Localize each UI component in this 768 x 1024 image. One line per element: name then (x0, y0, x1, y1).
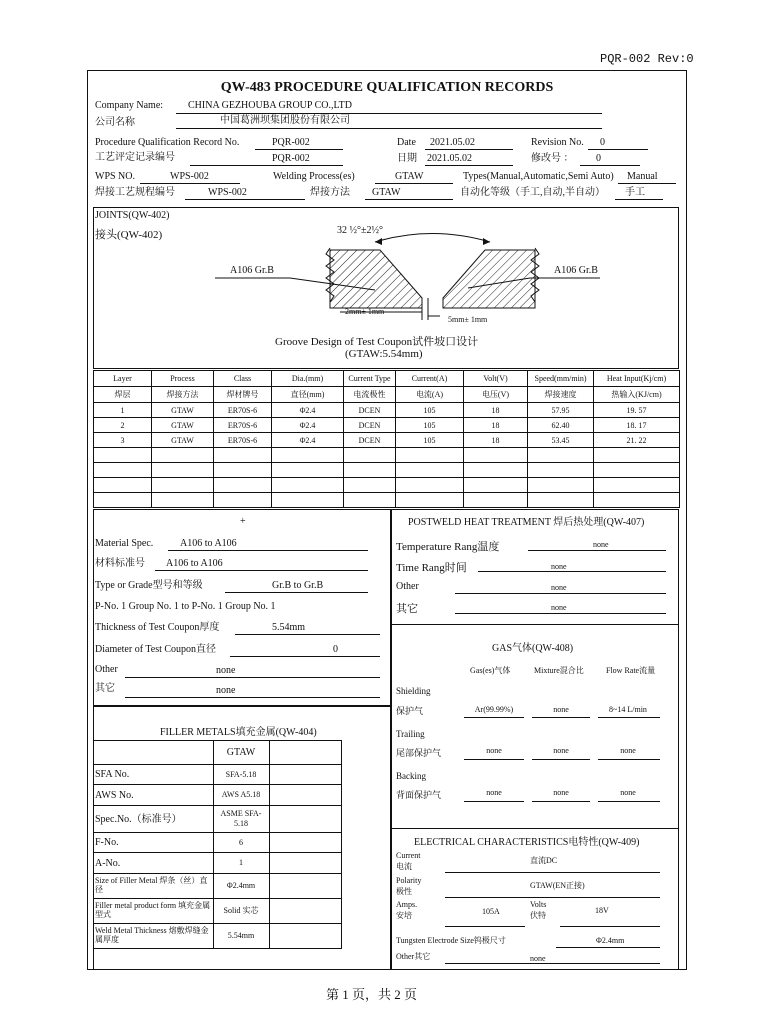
groove-caption: Groove Design of Test Coupon试件坡口设计 (275, 336, 479, 348)
joints-label: JOINTS(QW-402) (95, 210, 170, 221)
table-row (93, 874, 341, 899)
diameter-value: 0 (333, 644, 338, 655)
pqr-label: Procedure Qualification Record No. (95, 137, 240, 148)
table-row (93, 785, 341, 806)
table-cell: 18 (464, 403, 528, 418)
table-cell (594, 478, 680, 493)
table-cell (94, 463, 152, 478)
revision-label: Revision No. (531, 137, 584, 148)
layer-table (93, 370, 680, 508)
amps-value: 105A (482, 907, 500, 916)
table-cell: ER70S-6 (214, 418, 272, 433)
table-row (94, 371, 680, 387)
table-cell: 19. 57 (594, 403, 680, 418)
table-cell: Process (152, 371, 214, 387)
table-cell: ER70S-6 (214, 403, 272, 418)
table-cell: 21. 22 (594, 433, 680, 448)
time-value: none (551, 562, 567, 571)
table-row (94, 493, 680, 508)
current-label-cn: 电流 (396, 862, 412, 871)
right-material-label: A106 Gr.B (554, 265, 598, 276)
amps-label-cn: 安培 (396, 911, 412, 920)
table-cell (269, 765, 341, 785)
electrical-other-value: none (530, 954, 546, 963)
table-cell: ER70S-6 (214, 433, 272, 448)
table-cell (396, 478, 464, 493)
table-cell (396, 493, 464, 508)
root-gap-dim: 5mm± 1mm (448, 315, 488, 324)
shielding-label-cn: 保护气 (396, 706, 424, 716)
amps-label: Amps. (396, 900, 418, 909)
table-cell (152, 448, 214, 463)
table-cell (94, 478, 152, 493)
table-cell: Φ2.4 (272, 418, 344, 433)
tungsten-value: Φ2.4mm (596, 936, 625, 945)
volts-value: 18V (595, 906, 609, 915)
revision-label-cn: 修改号 ： (531, 153, 574, 164)
filler-label: Weld Metal Thickness 熔敷焊缝金属厚度 (93, 924, 213, 949)
table-row (93, 833, 341, 853)
table-cell: 62.40 (528, 418, 594, 433)
table-row (94, 387, 680, 403)
trailing-gas: none (486, 746, 502, 755)
backing-mixture: none (553, 788, 569, 797)
thickness-label: Thickness of Test Coupon厚度 (95, 622, 220, 633)
table-cell: 1 (94, 403, 152, 418)
trailing-label-cn: 尾部保护气 (396, 748, 442, 758)
pwht-other-value: none (551, 583, 567, 592)
company-value: CHINA GEZHOUBA GROUP CO.,LTD (188, 100, 352, 111)
tungsten-label: Tungsten Electrode Size钨极尺寸 (396, 936, 506, 945)
date-label-cn: 日期 (397, 153, 417, 164)
revision-value-cn: 0 (596, 153, 601, 164)
material-spec-value-cn: A106 to A106 (166, 558, 223, 569)
polarity-label-cn: 极性 (396, 887, 412, 896)
backing-gas: none (486, 788, 502, 797)
gas-col-mixture: Mixture混合比 (534, 666, 584, 675)
table-cell (272, 478, 344, 493)
material-other-value-cn: none (216, 685, 236, 696)
table-cell: GTAW (152, 418, 214, 433)
table-cell: 105 (396, 403, 464, 418)
table-cell: Current Type (344, 371, 396, 387)
table-cell: 直径(mm) (272, 387, 344, 403)
table-cell (396, 448, 464, 463)
table-row (94, 478, 680, 493)
table-cell (528, 448, 594, 463)
pno-line: P-No. 1 Group No. 1 to P-No. 1 Group No. 1 (95, 601, 276, 612)
table-cell: Φ2.4 (272, 433, 344, 448)
left-material-label: A106 Gr.B (230, 265, 274, 276)
filler-value: SFA-5.18 (213, 765, 269, 785)
table-row (93, 899, 341, 924)
table-cell (269, 806, 341, 833)
trailing-flow: none (620, 746, 636, 755)
table-row (94, 448, 680, 463)
page-number: 第 1 页，共 2 页 (326, 987, 418, 1002)
table-cell: Volt(V) (464, 371, 528, 387)
table-row (93, 924, 341, 949)
table-cell: Class (214, 371, 272, 387)
pwht-title: POSTWELD HEAT TREATMENT 焊后热处理(QW-407) (408, 517, 645, 528)
table-row (93, 853, 341, 874)
joints-label-cn: 接头(QW-402) (95, 229, 163, 241)
table-cell (269, 741, 341, 765)
electrical-title: ELECTRICAL CHARACTERISTICS电特性(QW-409) (414, 837, 640, 848)
table-cell (152, 478, 214, 493)
polarity-value: GTAW(EN正接) (530, 881, 585, 890)
pqr-value: PQR-002 (272, 137, 310, 148)
process-value-cn: GTAW (372, 187, 401, 198)
table-cell (94, 493, 152, 508)
temp-label: Temperature Rang温度 (396, 541, 500, 553)
table-row (94, 463, 680, 478)
wps-value: WPS-002 (170, 171, 209, 182)
pwht-other-label-cn: 其它 (396, 603, 418, 615)
backing-label-cn: 背面保护气 (396, 790, 442, 800)
pwht-other-value-cn: none (551, 603, 567, 612)
filler-value: Φ2.4mm (213, 874, 269, 899)
table-cell (528, 463, 594, 478)
table-cell: 3 (94, 433, 152, 448)
table-cell (214, 493, 272, 508)
table-cell (269, 785, 341, 806)
table-cell (272, 493, 344, 508)
wps-label-cn: 焊接工艺规程编号 (95, 187, 175, 198)
gas-col-flow: Flow Rate流量 (606, 666, 656, 675)
volts-label: Volts (530, 900, 547, 909)
table-cell (344, 463, 396, 478)
groove-angle: 32 ½°±2½° (337, 225, 383, 236)
header-ref: PQR-002 Rev:0 (600, 52, 694, 66)
table-cell (94, 448, 152, 463)
material-spec-label: Material Spec. (95, 538, 154, 549)
table-cell: 53.45 (528, 433, 594, 448)
type-value-cn: 手工 (625, 187, 645, 198)
table-cell (152, 463, 214, 478)
type-label-cn: 自动化等级（手工,自动,半自动） (460, 187, 605, 198)
thickness-value: 5.54mm (272, 622, 306, 633)
table-cell: 焊层 (94, 387, 152, 403)
filler-value: 6 (213, 833, 269, 853)
table-cell: 焊接方法 (152, 387, 214, 403)
wps-value-cn: WPS-002 (208, 187, 247, 198)
root-face-dim: 2mm± 1mm (345, 307, 385, 316)
grade-value: Gr.B to Gr.B (272, 580, 324, 591)
groove-caption-2: (GTAW:5.54mm) (345, 348, 423, 360)
table-cell (464, 478, 528, 493)
table-cell (464, 448, 528, 463)
filler-label: Spec.No.（标准号） (93, 806, 213, 833)
table-cell (272, 448, 344, 463)
process-value: GTAW (395, 171, 424, 182)
table-cell (344, 478, 396, 493)
filler-value: ASME SFA-5.18 (213, 806, 269, 833)
table-cell: 2 (94, 418, 152, 433)
table-cell (464, 493, 528, 508)
filler-label: Size of Filler Metal 焊条（丝）直径 (93, 874, 213, 899)
table-row (93, 806, 341, 833)
table-cell: DCEN (344, 403, 396, 418)
table-cell (344, 448, 396, 463)
process-label: Welding Process(es) (273, 171, 355, 182)
type-label: Types(Manual,Automatic,Semi Auto) (463, 171, 614, 182)
table-cell (594, 493, 680, 508)
polarity-label: Polarity (396, 876, 422, 885)
table-cell: 105 (396, 433, 464, 448)
filler-value: 5.54mm (213, 924, 269, 949)
filler-table (93, 740, 342, 949)
type-value: Manual (627, 171, 658, 182)
table-cell: 电压(V) (464, 387, 528, 403)
table-cell (269, 899, 341, 924)
table-cell (594, 463, 680, 478)
time-label: Time Rang时间 (396, 562, 467, 574)
electrical-other-label: Other其它 (396, 952, 431, 961)
shielding-gas: Ar(99.99%) (474, 705, 514, 714)
grade-label: Type or Grade型号和等级 (95, 580, 203, 591)
table-cell: GTAW (152, 433, 214, 448)
table-cell: Speed(mm/min) (528, 371, 594, 387)
table-cell (152, 493, 214, 508)
filler-label: SFA No. (93, 765, 213, 785)
shielding-mixture: none (553, 705, 569, 714)
gas-col-gas: Gas(es)气体 (470, 666, 511, 675)
table-cell: Layer (94, 371, 152, 387)
table-cell: Heat Input(Kj/cm) (594, 371, 680, 387)
table-cell: 焊接速度 (528, 387, 594, 403)
gas-title: GAS气体(QW-408) (492, 643, 574, 654)
wps-label: WPS NO. (95, 171, 136, 182)
table-cell: 18 (464, 418, 528, 433)
current-value: 直流DC (530, 856, 558, 865)
plus-mark: + (240, 516, 246, 527)
filler-label: F-No. (93, 833, 213, 853)
table-cell: 105 (396, 418, 464, 433)
table-cell (214, 463, 272, 478)
filler-label: Filler metal product form 填充金属型式 (93, 899, 213, 924)
trailing-label: Trailing (396, 729, 425, 739)
table-cell (269, 924, 341, 949)
table-cell (528, 493, 594, 508)
table-cell (269, 853, 341, 874)
table-cell: Φ2.4 (272, 403, 344, 418)
table-cell (272, 463, 344, 478)
date-value: 2021.05.02 (430, 137, 475, 148)
table-row (94, 418, 680, 433)
date-label: Date (397, 137, 416, 148)
material-other-value: none (216, 665, 236, 676)
table-cell: DCEN (344, 433, 396, 448)
temp-value: none (593, 540, 609, 549)
table-cell: Current(A) (396, 371, 464, 387)
company-label: Company Name: (95, 100, 164, 111)
process-label-cn: 焊接方法 (310, 187, 350, 198)
page-title: QW-483 PROCEDURE QUALIFICATION RECORDS (220, 80, 554, 95)
shielding-label: Shielding (396, 686, 431, 696)
material-other-label-cn: 其它 (95, 683, 115, 694)
shielding-flow: 8~14 L/min (609, 705, 647, 714)
backing-flow: none (620, 788, 636, 797)
table-cell (269, 874, 341, 899)
pwht-other-label: Other (396, 581, 419, 592)
trailing-mixture: none (553, 746, 569, 755)
table-cell (269, 833, 341, 853)
backing-label: Backing (396, 771, 426, 781)
table-cell (93, 741, 213, 765)
revision-value: 0 (600, 137, 605, 148)
table-cell (528, 478, 594, 493)
table-cell: DCEN (344, 418, 396, 433)
volts-label-cn: 伏特 (530, 911, 546, 920)
filler-label: AWS No. (93, 785, 213, 806)
material-other-label: Other (95, 664, 118, 675)
table-cell (594, 448, 680, 463)
table-cell: Dia.(mm) (272, 371, 344, 387)
table-cell: 18 (464, 433, 528, 448)
filler-value: 1 (213, 853, 269, 874)
table-cell (396, 463, 464, 478)
table-cell: 热输入(KJ/cm) (594, 387, 680, 403)
date-value-cn: 2021.05.02 (427, 153, 472, 164)
table-cell (214, 448, 272, 463)
company-value-cn: 中国葛洲坝集团股份有限公司 (220, 115, 350, 126)
table-cell: 电流(A) (396, 387, 464, 403)
table-cell: GTAW (213, 741, 269, 765)
table-cell (214, 478, 272, 493)
table-row (93, 741, 341, 765)
material-spec-label-cn: 材料标准号 (95, 558, 145, 569)
filler-value: Solid 实芯 (213, 899, 269, 924)
filler-label: A-No. (93, 853, 213, 874)
table-row (94, 433, 680, 448)
company-label-cn: 公司名称 (95, 117, 135, 128)
material-spec-value: A106 to A106 (180, 538, 237, 549)
table-cell: GTAW (152, 403, 214, 418)
table-cell (464, 463, 528, 478)
current-label: Current (396, 851, 421, 860)
table-cell (344, 493, 396, 508)
table-cell: 18. 17 (594, 418, 680, 433)
table-row (93, 765, 341, 785)
diameter-label: Diameter of Test Coupon直径 (95, 644, 217, 655)
table-row (94, 403, 680, 418)
table-cell: 电流极性 (344, 387, 396, 403)
table-cell: 57.95 (528, 403, 594, 418)
table-cell: 焊材牌号 (214, 387, 272, 403)
pqr-value-cn: PQR-002 (272, 153, 310, 164)
filler-value: AWS A5.18 (213, 785, 269, 806)
filler-title: FILLER METALS填充金属(QW-404) (160, 727, 317, 738)
pqr-label-cn: 工艺评定记录编号 (95, 152, 175, 163)
